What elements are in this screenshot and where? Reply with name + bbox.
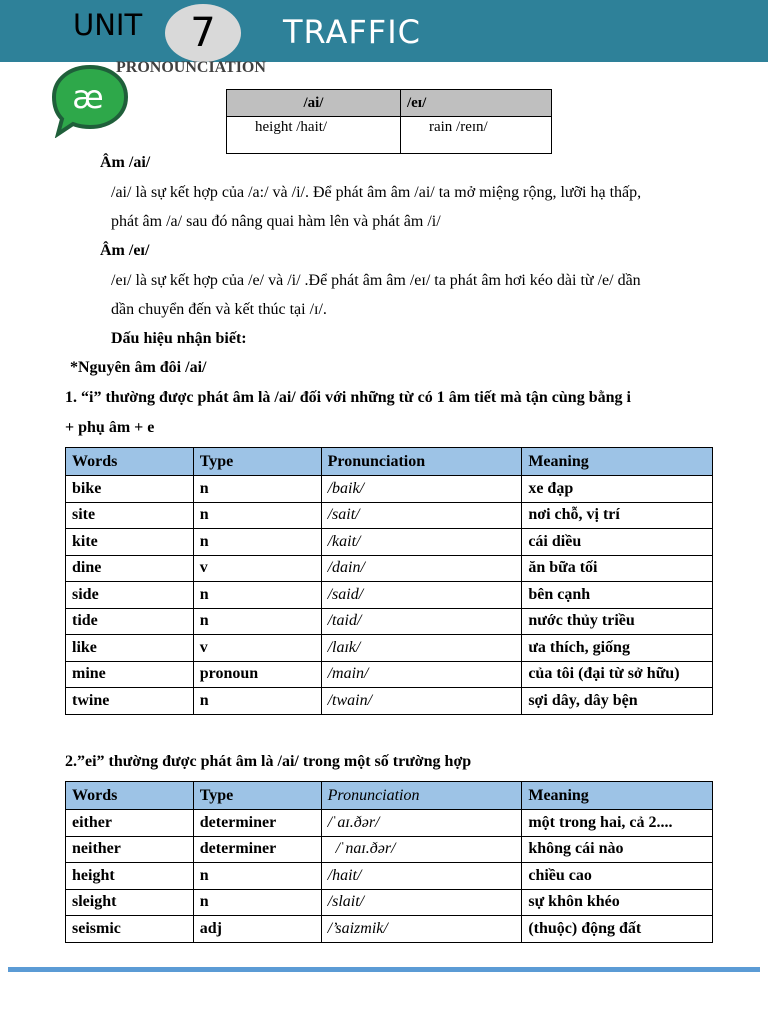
type-cell: n [193, 688, 321, 715]
word-cell: tide [66, 608, 194, 635]
table-header-row [66, 782, 713, 810]
pronunciation-cell: /slait/ [321, 889, 522, 916]
table-row [66, 582, 713, 609]
meaning-cell: chiều cao [522, 863, 713, 890]
unit-label: UNIT [73, 8, 143, 42]
col-header-pronunciation: Pronunciation [321, 448, 522, 476]
pronunciation-cell: /baik/ [321, 476, 522, 503]
pronunciation-cell: /sait/ [321, 502, 522, 529]
meaning-cell: ưa thích, giống [522, 635, 713, 662]
rule1-line2: + phụ âm + e [65, 419, 155, 436]
type-cell: determiner [193, 836, 321, 863]
meaning-cell: ăn bữa tối [522, 555, 713, 582]
type-cell: adj [193, 916, 321, 943]
words-table-2 [65, 781, 713, 943]
rule2-text: 2.”ei” thường được phát âm là /ai/ trong một số trường hợp [65, 753, 472, 770]
col-header-words: Words [66, 448, 194, 476]
meaning-cell: sự khôn khéo [522, 889, 713, 916]
type-cell: v [193, 635, 321, 662]
unit-number-badge [165, 4, 241, 62]
meaning-cell: nước thủy triều [522, 608, 713, 635]
rule1-line1: 1. “i” thường được phát âm là /ai/ đối với những từ có 1 âm tiết mà tận cùng bằng i [65, 389, 631, 406]
ei-heading: Âm /eɪ/ [100, 242, 150, 259]
word-cell: dine [66, 555, 194, 582]
pronunciation-cell: /ˈaɪ.ðər/ [321, 810, 522, 837]
meaning-cell: một trong hai, cả 2.... [522, 810, 713, 837]
table-row [66, 635, 713, 662]
pronunciation-cell: /hait/ [321, 863, 522, 890]
ipa-header-ai: /ai/ [227, 90, 401, 117]
pronunciation-cell: /said/ [321, 582, 522, 609]
word-cell: seismic [66, 916, 194, 943]
type-cell: v [193, 555, 321, 582]
meaning-cell: (thuộc) động đất [522, 916, 713, 943]
footer-divider [8, 967, 760, 972]
table-row [66, 476, 713, 503]
type-cell: n [193, 476, 321, 503]
pronunciation-cell: /main/ [321, 661, 522, 688]
meaning-cell: không cái nào [522, 836, 713, 863]
ai-heading: Âm /ai/ [100, 154, 151, 171]
words-table-1 [65, 447, 713, 715]
type-cell: n [193, 582, 321, 609]
table-row [66, 688, 713, 715]
word-cell: either [66, 810, 194, 837]
type-cell: n [193, 529, 321, 556]
meaning-cell: bên cạnh [522, 582, 713, 609]
word-cell: neither [66, 836, 194, 863]
type-cell: n [193, 863, 321, 890]
meaning-cell: sợi dây, dây bện [522, 688, 713, 715]
ipa-table [226, 89, 552, 154]
pronunciation-cell: /laɪk/ [321, 635, 522, 662]
type-cell: n [193, 502, 321, 529]
meaning-cell: cái diều [522, 529, 713, 556]
table-row [66, 836, 713, 863]
diphthong-heading: *Nguyên âm đôi /ai/ [70, 359, 207, 376]
type-cell: determiner [193, 810, 321, 837]
pronunciation-cell: /dain/ [321, 555, 522, 582]
pronunciation-cell: /kait/ [321, 529, 522, 556]
signs-heading: Dấu hiệu nhận biết: [111, 330, 247, 347]
ai-description-line1: /ai/ là sự kết hợp của /a:/ và /i/. Để phát âm âm /ai/ ta mở miệng rộng, lưỡi hạ thấp, [111, 184, 642, 201]
unit-number: 7 [190, 10, 216, 56]
meaning-cell: nơi chỗ, vị trí [522, 502, 713, 529]
type-cell: n [193, 889, 321, 916]
col-header-words: Words [66, 782, 194, 810]
word-cell: mine [66, 661, 194, 688]
type-cell: n [193, 608, 321, 635]
table-row [66, 661, 713, 688]
ipa-example-ei: rain /reɪn/ [400, 117, 551, 154]
col-header-pronunciation: Pronunciation [321, 782, 522, 810]
word-cell: sleight [66, 889, 194, 916]
ipa-header-ei: /eɪ/ [400, 90, 551, 117]
table-row [66, 608, 713, 635]
type-cell: pronoun [193, 661, 321, 688]
word-cell: height [66, 863, 194, 890]
col-header-type: Type [193, 448, 321, 476]
table-header-row [66, 448, 713, 476]
unit-title: TRAFFIC [283, 13, 421, 51]
pronunciation-cell: /’saizmik/ [321, 916, 522, 943]
word-cell: side [66, 582, 194, 609]
table-row [66, 555, 713, 582]
word-cell: like [66, 635, 194, 662]
word-cell: kite [66, 529, 194, 556]
ei-description-line2: dần chuyển đến và kết thúc tại /ɪ/. [111, 301, 327, 318]
table-row [66, 863, 713, 890]
col-header-meaning: Meaning [522, 782, 713, 810]
word-cell: site [66, 502, 194, 529]
table-row [66, 529, 713, 556]
word-cell: twine [66, 688, 194, 715]
col-header-meaning: Meaning [522, 448, 713, 476]
section-title: PRONOUNCIATION [116, 59, 266, 76]
table-row [66, 810, 713, 837]
table-row [66, 502, 713, 529]
ipa-example-ai: height /hait/ [227, 117, 401, 154]
ai-description-line2: phát âm /a/ sau đó nâng quai hàm lên và phát âm /i/ [111, 213, 441, 230]
meaning-cell: xe đạp [522, 476, 713, 503]
word-cell: bike [66, 476, 194, 503]
table-row [66, 889, 713, 916]
col-header-type: Type [193, 782, 321, 810]
meaning-cell: của tôi (đại từ sở hữu) [522, 661, 713, 688]
ei-description-line1: /eɪ/ là sự kết hợp của /e/ và /i/ .Để phát âm âm /eɪ/ ta phát âm hơi kéo dài từ /e/ dần [111, 272, 641, 289]
table-row [66, 916, 713, 943]
pronunciation-cell: /taid/ [321, 608, 522, 635]
pronunciation-cell: /ˈnaɪ.ðər/ [321, 836, 522, 863]
logo-glyph: æ [72, 78, 104, 116]
pronunciation-cell: /twain/ [321, 688, 522, 715]
